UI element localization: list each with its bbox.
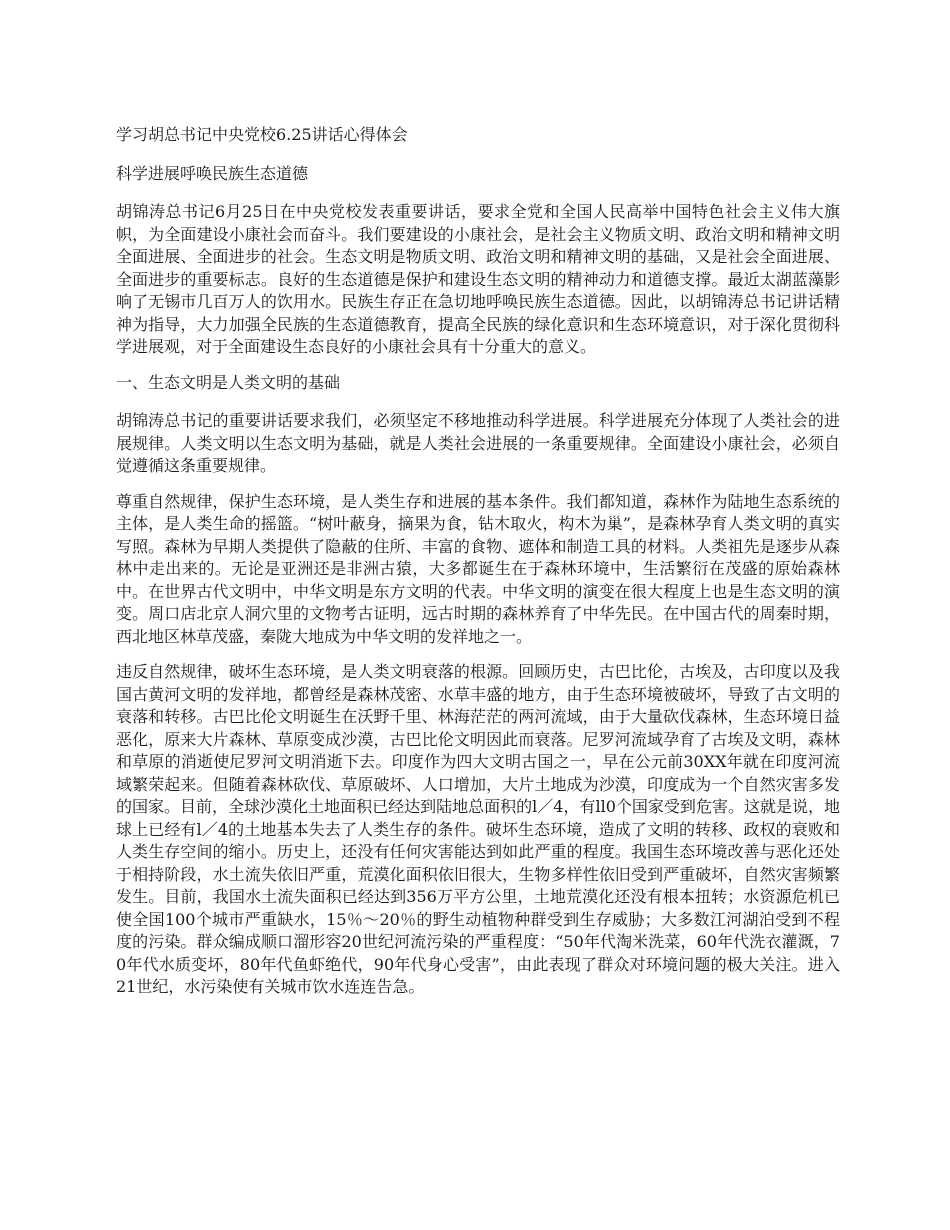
body-paragraph-2: 尊重自然规律，保护生态环境，是人类生存和进展的基本条件。我们都知道，森林作为陆地生态系统的主体，是人类生命的摇篮。“树叶蔽身，摘果为食，钻木取火，构木为巢”，是森林孕育人类文明的真实写照。森林为早期人类提供了隐蔽的住所、丰富的食物、遮体和制造工具的材料。人类祖先是逐步从森林中走出来的。无论是亚洲还是非洲古猿，大多都诞生在于森林环境中，生活繁衍在茂盛的原始森林中。在世界古代文明中，中华文明是东方文明的代表。中华文明的演变在很大程度上也是生态文明的演变。周口店北京人洞穴里的文物考古证明，远古时期的森林养育了中华先民。在中国古代的周秦时期，西北地区林草茂盛，秦陇大地成为中华文明的发祥地之一。 xyxy=(116,491,840,646)
body-paragraph-3: 违反自然规律，破坏生态环境，是人类文明衰落的根源。回顾历史，古巴比伦，古埃及，古印度以及我国古黄河文明的发祥地，都曾经是森林茂密、水草丰盛的地方，由于生态环境被破坏，导致了古文明的衰落和转移。古巴比伦文明诞生在沃野千里、林海茫茫的两河流域，由于大量砍伐森林，生态环境日益恶化，原来大片森林、草原变成沙漠，古巴比伦文明因此而衰落。尼罗河流域孕育了古埃及文明，森林和草原的消逝使尼罗河文明消逝下去。印度作为四大文明古国之一，早在公元前30XX年就在印度河流域繁荣起来。但随着森林砍伐、草原破坏、人口增加，大片土地成为沙漠，印度成为一个自然灾害多发的国家。目前，全球沙漠化土地面积已经达到陆地总面积的l／4，有ll0个国家受到危害。这就是说，地球上已经有l／4的土地基本失去了人类生存的条件。破坏生态环境，造成了文明的转移、政权的衰败和人类生存空间的缩小。历史上，还没有任何灾害能达到如此严重的程度。我国生态环境改善与恶化还处于相持阶段，水土流失依旧严重，荒漠化面积依旧很大，生物多样性依旧受到严重破坏，自然灾害频繁发生。目前，我国水土流失面积已经达到356万平方公里，土地荒漠化还没有根本扭转；水资源危机已使全国100个城市严重缺水，15％～20％的野生动植物种群受到生存威胁；大多数江河湖泊受到不程度的污染。群众编成顺口溜形容20世纪河流污染的严重程度：“50年代淘米洗菜，60年代洗衣灌溉，70年代水质变坏，80年代鱼虾绝代，90年代身心受害”，由此表现了群众对环境问题的极大关注。进入21世纪，水污染使有关城市饮水连连告急。 xyxy=(116,662,840,996)
document-title: 学习胡总书记中央党校6.25讲话心得体会 xyxy=(116,125,408,144)
section-heading: 一、生态文明是人类文明的基础 xyxy=(116,372,341,392)
document-body xyxy=(116,124,840,1012)
body-paragraph-1: 胡锦涛总书记的重要讲话要求我们，必须坚定不移地推动科学进展。科学进展充分体现了人类社会的进展规律。人类文明以生态文明为基础，就是人类社会进展的一条重要规律。全面建设小康社会，必须自觉遵循这条重要规律。 xyxy=(116,411,840,475)
document-subtitle: 科学进展呼唤民族生态道德 xyxy=(116,163,309,183)
intro-paragraph: 胡锦涛总书记6月25日在中央党校发表重要讲话，要求全党和全国人民高举中国特色社会主义伟大旗帜，为全面建设小康社会而奋斗。我们要建设的小康社会，是社会主义物质文明、政治文明和精神文明全面进展、全面进步的社会。生态文明是物质文明、政治文明和精神文明的基础，又是社会全面进展、全面进步的重要标志。良好的生态道德是保护和建设生态文明的精神动力和道德支撑。最近太湖蓝藻影响了无锡市几百万人的饮用水。民族生存正在急切地呼唤民族生态道德。因此，以胡锦涛总书记讲话精神为指导，大力加强全民族的生态道德教育，提高全民族的绿化意识和生态环境意识，对于深化贯彻科学进展观，对于全面建设生态良好的小康社会具有十分重大的意义。 xyxy=(116,202,840,356)
